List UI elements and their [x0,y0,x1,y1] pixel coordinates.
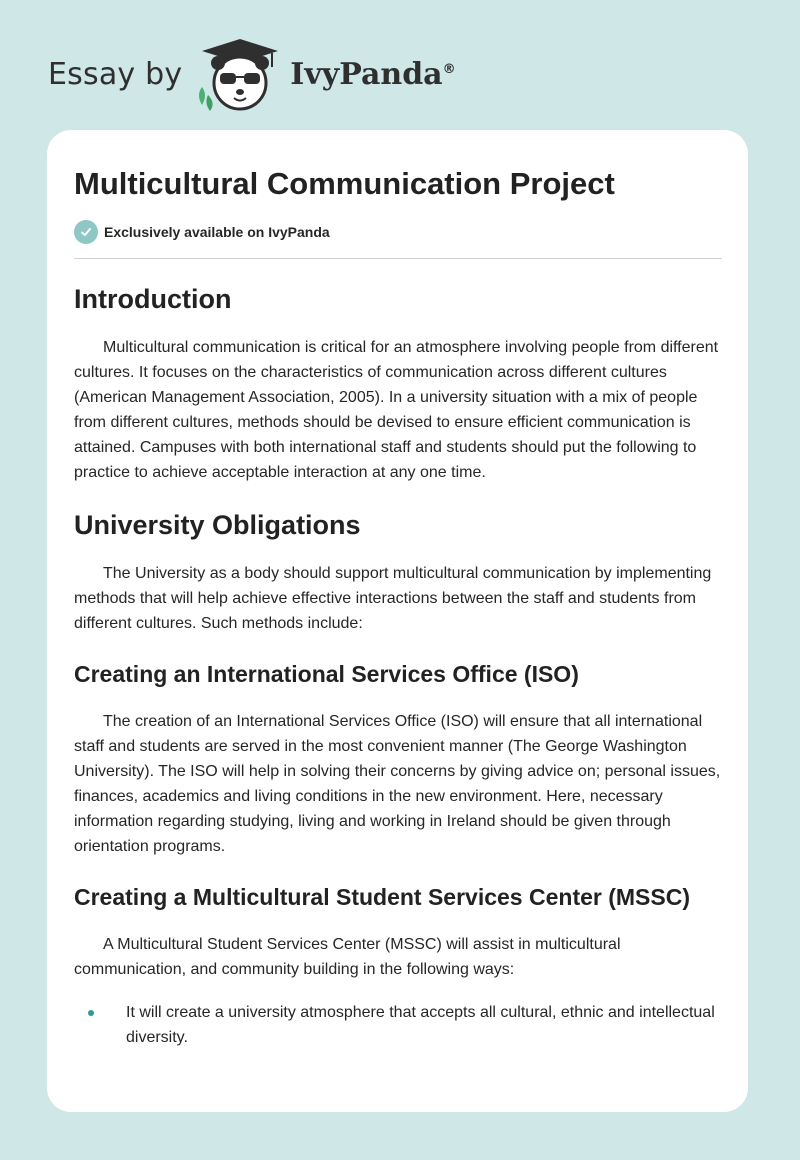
section-heading-iso: Creating an International Services Office (ISO) [74,661,579,687]
panda-logo-icon [194,35,286,113]
bullet-icon [88,1010,94,1016]
section-paragraph-introduction: Multicultural communication is critical for an atmosphere involving people from different cultures. It focuses on the characteristics of communication across different cultures (American Management Association, 2005). In a university situation with a mix of people from different cultures, methods should be devised to ensure efficient communication is attained. Campuses with both international staff and students should put the following to practice to achieve acceptable interaction at any one time. [74,339,719,481]
section-heading-university-obligations: University Obligations [74,510,361,540]
brand-prefix: Essay by [48,56,183,92]
exclusive-label: Exclusively available on IvyPanda [104,224,330,240]
brand-header [48,34,456,114]
exclusive-badge [74,220,722,244]
section-paragraph-mssc: A Multicultural Student Services Center (MSSC) will assist in multicultural communication, and community building in the following ways: [74,936,621,978]
article-card [47,130,748,1112]
section-paragraph-university-obligations: The University as a body should support multicultural communication by implementing methods that will help achieve effective interactions between the staff and students from different cultures. Such methods include: [74,565,712,632]
section-paragraph-iso: The creation of an International Services Office (ISO) will ensure that all international staff and students are served in the most convenient manner (The George Washington University). The ISO will help in solving their concerns by giving advice on; personal issues, finances, academics and living conditions in the new environment. Here, necessary information regarding studying, living and working in Ireland should be given through orientation programs. [74,713,721,855]
brand-name-text: IvyPanda [290,56,443,92]
title-divider [74,258,722,259]
list-item [74,1000,722,1050]
section-heading-introduction: Introduction [74,284,232,314]
article-title: Multicultural Communication Project [74,166,615,201]
brand-name [290,57,455,92]
check-icon [74,220,98,244]
section-heading-mssc: Creating a Multicultural Student Services Center (MSSC) [74,884,691,910]
registered-mark: ® [442,61,456,77]
list-item-text: It will create a university atmosphere that accepts all cultural, ethnic and intellectual diversity. [126,1004,715,1046]
mssc-bullet-list [74,1000,722,1050]
